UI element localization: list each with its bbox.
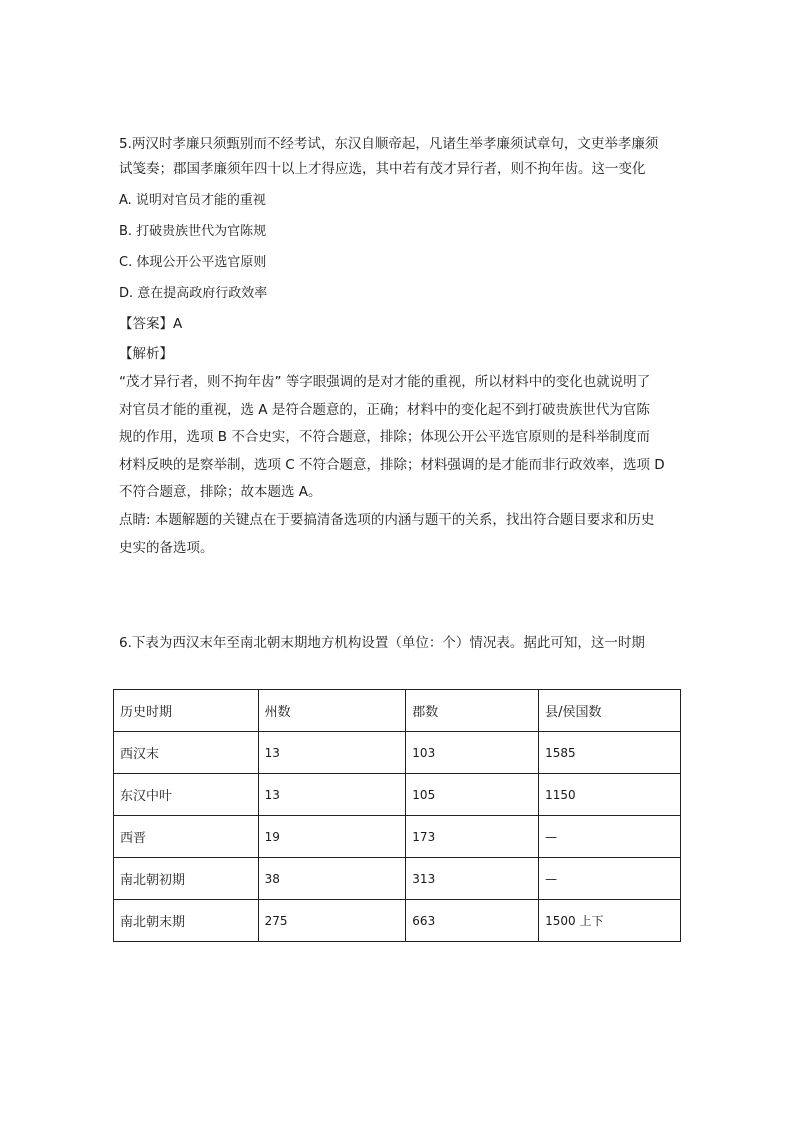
- table-header-cell: 州数: [258, 690, 406, 732]
- admin-units-table: [113, 689, 681, 942]
- table-row: [114, 732, 681, 774]
- table-cell: 1150: [539, 774, 681, 816]
- stem-line: 5.两汉时孝廉只须甄别而不经考试，东汉自顺帝起，凡诸生举孝廉须试章句，文吏举孝廉须: [119, 136, 659, 152]
- table-cell: 西汉末: [114, 732, 259, 774]
- answer-label: 【答案】A: [119, 316, 183, 332]
- analysis-line: “茂才异行者，则不拘年齿” 等字眼强调的是对才能的重视，所以材料中的变化也就说明了: [119, 374, 651, 390]
- analysis-line: 材料反映的是察举制，选项 C 不符合题意，排除；材料强调的是才能而非行政效率，选项 D: [119, 456, 665, 473]
- table-header-cell: 历史时期: [114, 690, 259, 732]
- question-6-stem: 6.下表为西汉末年至南北朝末期地方机构设置（单位：个）情况表。据此可知，这一时期: [119, 635, 645, 651]
- option-b: B. 打破贵族世代为官陈规: [119, 224, 267, 239]
- table-cell: 38: [258, 858, 406, 900]
- table-cell: —: [539, 816, 681, 858]
- table-cell: 南北朝末期: [114, 900, 259, 942]
- table-row: [114, 774, 681, 816]
- table-header-row: [114, 690, 681, 732]
- option-d: D. 意在提高政府行政效率: [119, 286, 268, 301]
- tip-line: 点睛: 本题解题的关键点在于要搞清备选项的内涵与题干的关系，找出符合题目要求和历史: [119, 511, 655, 528]
- table-cell: 173: [406, 816, 539, 858]
- table-cell: 1500 上下: [539, 900, 681, 942]
- table-cell: 275: [258, 900, 406, 942]
- question-5: [119, 132, 689, 562]
- stem-line: 试笺奏；郡国孝廉须年四十以上才得应选，其中若有茂才异行者，则不拘年齿。这一变化: [119, 161, 646, 177]
- analysis-text: [119, 369, 689, 507]
- option-a: A. 说明对官员才能的重视: [119, 193, 266, 208]
- table-row: [114, 900, 681, 942]
- table-cell: 东汉中叶: [114, 774, 259, 816]
- table-cell: 1585: [539, 732, 681, 774]
- table-cell: 313: [406, 858, 539, 900]
- analysis-line: 对官员才能的重视，选 A 是符合题意的，正确；材料中的变化起不到打破贵族世代为官陈: [119, 401, 650, 418]
- question-5-stem: [119, 132, 689, 182]
- table-header-cell: 郡数: [406, 690, 539, 732]
- analysis-line: 不符合题意，排除；故本题选 A。: [119, 484, 322, 501]
- table-cell: 西晋: [114, 816, 259, 858]
- table-row: [114, 816, 681, 858]
- analysis-label: 【解析】: [119, 346, 173, 362]
- table-cell: 105: [406, 774, 539, 816]
- table-cell: 19: [258, 816, 406, 858]
- table-row: [114, 858, 681, 900]
- table-header-cell: 县/侯国数: [539, 690, 681, 732]
- option-c: C. 体现公开公平选官原则: [119, 255, 267, 270]
- analysis-line: 规的作用，选项 B 不合史实，不符合题意，排除；体现公开公平选官原则的是科举制度而: [119, 429, 650, 446]
- table-cell: 13: [258, 732, 406, 774]
- table-cell: —: [539, 858, 681, 900]
- tip-text: [119, 507, 689, 562]
- table-cell: 663: [406, 900, 539, 942]
- table-cell: 南北朝初期: [114, 858, 259, 900]
- table-cell: 103: [406, 732, 539, 774]
- tip-line: 史实的备选项。: [119, 539, 214, 556]
- table-cell: 13: [258, 774, 406, 816]
